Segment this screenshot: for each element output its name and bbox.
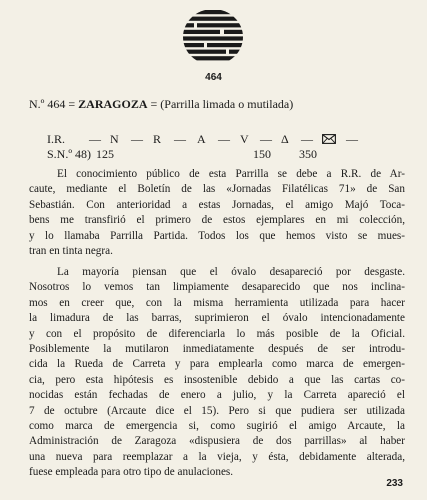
catalog-number: N.º 464 =: [29, 97, 79, 111]
frequency-value: 350: [299, 147, 317, 161]
catalog-location: ZARAGOZA: [78, 97, 148, 111]
paragraph-2: [29, 265, 405, 481]
rarity-cell: —: [174, 132, 186, 146]
catalog-description: = (Parrilla limada o mutilada): [147, 97, 294, 111]
text-line: Administración de Zaragoza «dispusiera de dos parrillas» al haber: [29, 435, 405, 448]
page-number: 233: [386, 478, 403, 489]
text-line: Posiblemente la mutilaron inmediatamente después de ser introdu-: [29, 343, 405, 356]
text-line: la limadura de las barras, suprimieron el óvalo intencionadamente: [29, 312, 405, 325]
text-line: Nosotros lo vemos tan limpiamente desaparecido que nos inclina-: [29, 281, 405, 294]
rarity-cell: —: [131, 132, 143, 146]
text-line: y con el propósito de diferenciarla lo más posible de la Oficial.: [29, 327, 405, 340]
rarity-cell: A: [197, 132, 206, 146]
figure-number: 464: [205, 72, 222, 83]
text-line: cia, pero esta hipótesis es insostenible debido a que las cartas co-: [29, 373, 405, 386]
frequency-value: 125: [96, 147, 114, 161]
text-line: nocidas están fechadas de enero a julio, y la Carreta apareció el: [29, 389, 405, 402]
text-line: una nueva para reemplazar a la vieja, y ésta, debidamente alterada,: [29, 450, 405, 463]
rarity-label: I.R.: [47, 132, 65, 146]
text-line: El conocimiento público de esta Parrilla se debe a R.R. de Ar-: [57, 168, 405, 180]
frequency-label: S.N.º 48): [47, 147, 92, 161]
rarity-cell: Δ: [281, 132, 289, 146]
rarity-cell: V: [240, 132, 249, 146]
text-line: como marca de emergencia si, como sugirió el amigo Arcaute, la: [29, 420, 405, 433]
text-line: Sebastián. Con anterioridad a estas Jornadas, el amigo Majó Toca-: [29, 198, 405, 211]
rarity-cell: —: [346, 132, 358, 146]
catalog-heading: [29, 97, 293, 112]
text-line: tran en tinta negra.: [29, 245, 113, 258]
paragraph-1: [29, 167, 405, 259]
text-line: 7 de octubre (Arcaute dice el 15). Pero si que pudiera ser utilizada: [29, 404, 405, 417]
text-line: fuese empleada para otro tipo de anulaciones.: [29, 466, 234, 479]
rarity-cell: N: [110, 132, 119, 146]
rarity-cell: —: [218, 132, 230, 146]
text-line: y lo llamaba Parrilla Partida. Todos los que hemos visto se mues-: [29, 229, 405, 242]
text-line: caute, mediante el Boletín de las «Jornadas Filatélicas 71» de San: [29, 183, 405, 196]
rarity-cell: —: [89, 132, 101, 146]
text-line: mos en creer que, con la misma herramienta utilizada para hacer: [29, 296, 405, 309]
frequency-value: 150: [253, 147, 271, 161]
text-line: bens me transfirió el primero de estos ejemplares en mi colección,: [29, 214, 405, 227]
text-line: La mayoría piensan que el óvalo desapareció por desgaste.: [57, 266, 405, 278]
rarity-cell: R: [153, 132, 162, 146]
rarity-cell: —: [301, 132, 313, 146]
envelope-icon: [322, 132, 336, 147]
rarity-cell: —: [260, 132, 272, 146]
text-line: cida la Rueda de Carreta y para emplearla como marca de emergen-: [29, 358, 405, 371]
cancellation-stamp-illustration: [182, 8, 244, 66]
